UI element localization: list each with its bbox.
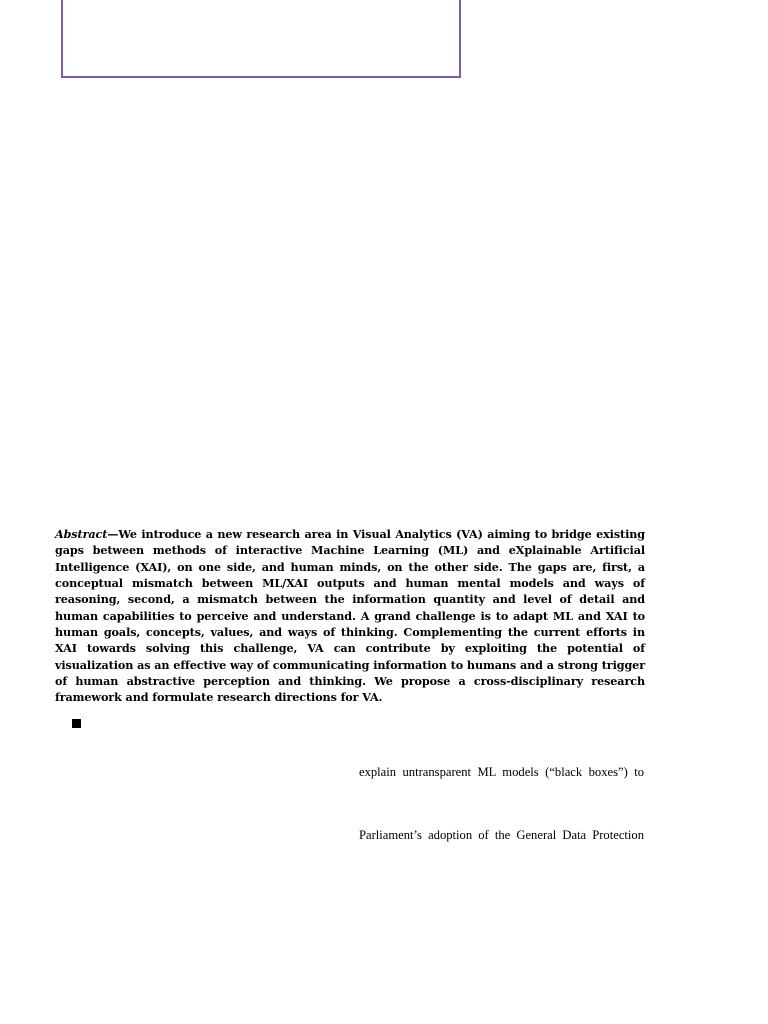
- abstract-text: —We introduce a new research area in Visual Analytics (VA) aiming to bridge existing gaps between methods of interactive Machine Learning (ML) and eXplainable Artificial Intelligence (XAI), on one side, and human minds, on the other side. The gaps are, first, a conceptual mismatch between ML/XAI outputs and human mental models and ways of reasoning, second, a mismatch between the information quantity and level of detail and human capabilities to perceive and understand. A grand challenge is to adapt ML and XAI to human goals, concepts, values, and ways of thinking. Complementing the current efforts in XAI towards solving this challenge, VA can contribute by exploiting the potential of visualization as an effective way of communicating information to humans and a strong trigger of human abstractive perception and thinking. We propose a cross-disciplinary research framework and formulate research directions for VA.: [55, 527, 645, 705]
- abstract-paragraph: [55, 526, 645, 705]
- header-frame-box: [61, 0, 461, 78]
- square-bullet-icon: [72, 719, 81, 728]
- text-fragment-line-1: explain untransparent ML models (“black boxes”) to: [359, 765, 644, 779]
- abstract-label: Abstract: [55, 527, 108, 542]
- text-fragment-line-2: Parliament’s adoption of the General Data Protection: [359, 828, 644, 842]
